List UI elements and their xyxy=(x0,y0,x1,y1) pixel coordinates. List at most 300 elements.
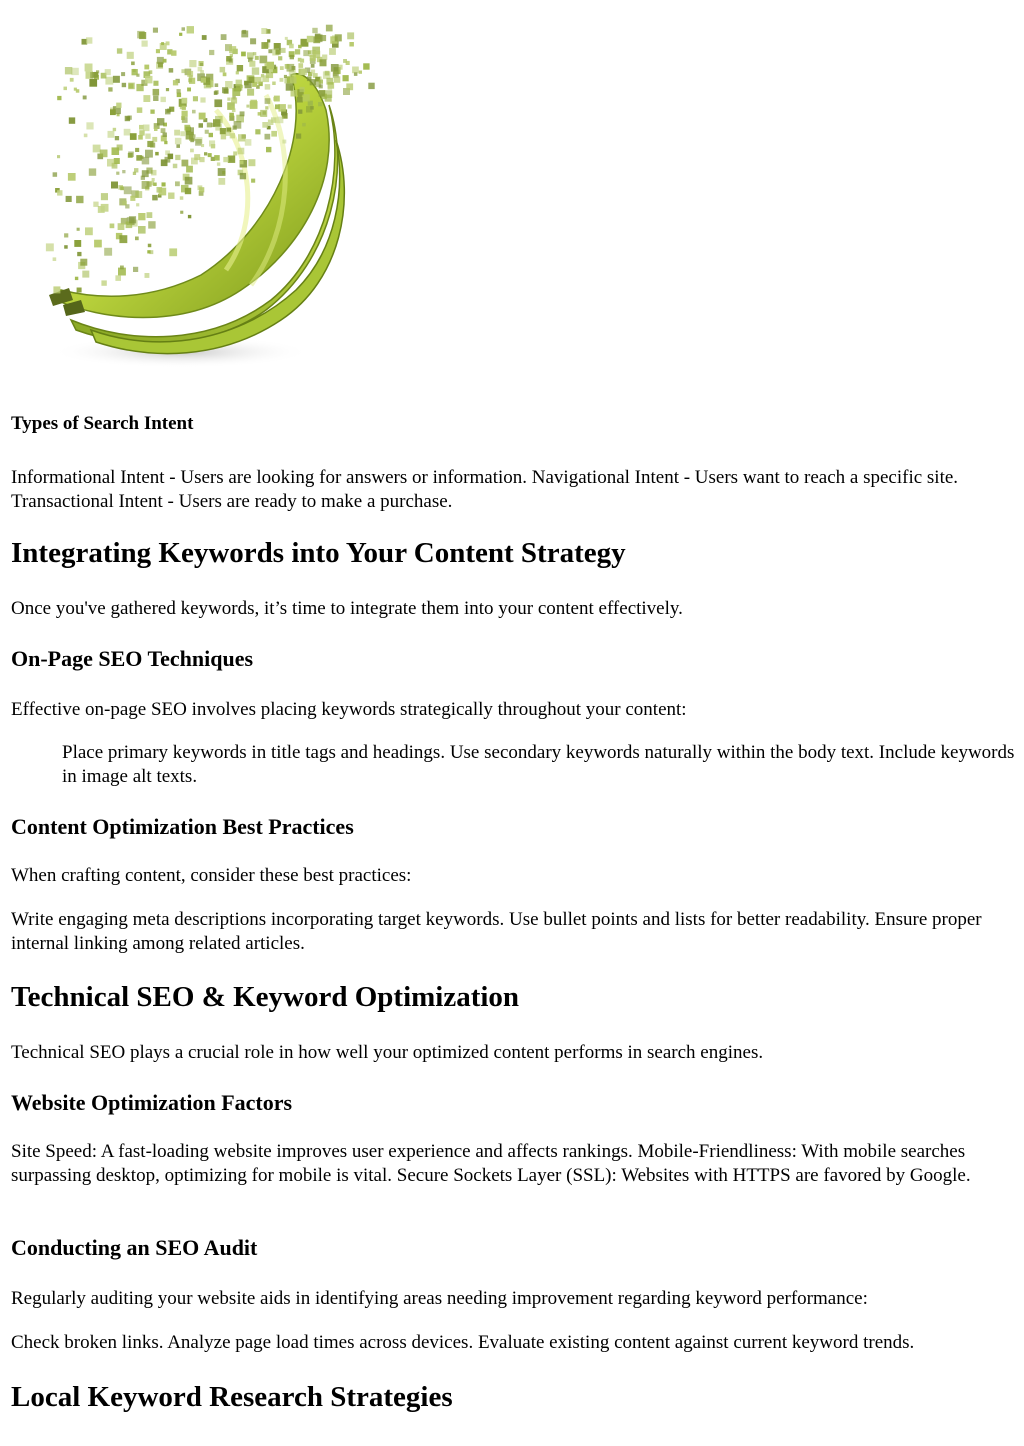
integrating-keywords-paragraph: Once you've gathered keywords, it’s time to integrate them into your content effectively. xyxy=(11,598,683,619)
pixel-fragment xyxy=(245,139,252,146)
pixel-fragment xyxy=(221,134,226,139)
pixel-fragment xyxy=(163,133,167,137)
pixel-fragment xyxy=(275,43,280,48)
pixel-fragment xyxy=(118,185,123,190)
pixel-fragment xyxy=(268,49,272,53)
types-of-search-intent-paragraph: Informational Intent - Users are looking for answers or information. Navigational Intent - Users want to reach a specific site. Transactional Intent - Users are ready to make a purchase. xyxy=(11,467,959,512)
pixel-fragment xyxy=(98,206,105,213)
pixel-fragment xyxy=(310,106,314,110)
pixel-fragment xyxy=(85,64,93,72)
pixel-fragment xyxy=(187,88,191,92)
pixel-fragment xyxy=(94,240,102,248)
pixel-fragment xyxy=(161,159,168,166)
pixel-fragment xyxy=(302,123,306,127)
pixel-fragment xyxy=(118,223,125,230)
pixel-fragment xyxy=(278,56,282,60)
pixel-fragment xyxy=(319,80,323,84)
pixel-fragment xyxy=(68,173,76,181)
pixel-fragment xyxy=(142,41,148,47)
pixel-fragment xyxy=(204,152,207,155)
pixel-fragment xyxy=(150,110,154,114)
pixel-fragment xyxy=(143,95,150,102)
pixel-fragment xyxy=(90,72,96,78)
pixel-fragment xyxy=(138,226,146,234)
pixel-fragment xyxy=(122,201,127,206)
pixel-fragment xyxy=(223,73,227,77)
pixel-fragment xyxy=(288,105,292,109)
pixel-fragment xyxy=(128,116,132,120)
pixel-fragment xyxy=(153,183,157,187)
pixel-fragment xyxy=(189,60,196,67)
pixel-fragment xyxy=(320,59,327,66)
pixel-fragment xyxy=(115,275,121,281)
pixel-fragment xyxy=(281,48,286,53)
pixel-fragment xyxy=(64,245,68,249)
pixel-fragment xyxy=(280,66,284,70)
pixel-fragment xyxy=(202,35,207,40)
pixel-fragment xyxy=(195,139,202,146)
pixel-fragment xyxy=(116,172,119,175)
pixel-fragment xyxy=(217,162,220,165)
pixel-fragment xyxy=(175,138,182,145)
pixel-fragment xyxy=(189,134,196,141)
pixel-fragment xyxy=(201,78,206,83)
pixel-fragment xyxy=(276,49,281,54)
pixel-fragment xyxy=(76,89,80,93)
pixel-fragment xyxy=(326,25,333,32)
pixel-fragment xyxy=(132,69,138,75)
pixel-fragment xyxy=(162,182,166,186)
pixel-fragment xyxy=(139,125,144,130)
pixel-fragment xyxy=(254,77,261,84)
pixel-fragment xyxy=(354,72,358,76)
pixel-fragment xyxy=(329,48,336,55)
pixel-fragment xyxy=(207,123,212,128)
pixel-fragment xyxy=(261,42,268,49)
pixel-fragment xyxy=(127,52,134,59)
pixel-fragment xyxy=(241,52,246,57)
pixel-fragment xyxy=(124,186,132,194)
pixel-fragment xyxy=(237,65,243,71)
pixel-fragment xyxy=(300,69,307,76)
pixel-fragment xyxy=(182,27,186,31)
pixel-fragment xyxy=(169,68,174,73)
pixel-fragment xyxy=(133,267,138,272)
pixel-fragment xyxy=(112,147,120,155)
pixel-fragment xyxy=(86,122,93,129)
pixel-fragment xyxy=(265,98,271,104)
pixel-fragment xyxy=(274,96,280,102)
pixel-fragment xyxy=(328,85,333,90)
pixel-fragment xyxy=(130,133,137,140)
pixel-fragment xyxy=(147,250,150,253)
pixel-fragment xyxy=(343,75,349,81)
pixel-fragment xyxy=(234,121,242,129)
pixel-fragment xyxy=(221,34,227,40)
pixel-fragment xyxy=(223,157,228,162)
pixel-fragment xyxy=(137,31,145,39)
pixel-fragment xyxy=(290,55,294,59)
pixel-fragment xyxy=(313,51,320,58)
pixel-fragment xyxy=(65,67,72,74)
pixel-fragment xyxy=(222,171,225,174)
on-page-seo-paragraph: Effective on-page SEO involves placing keywords strategically throughout your content: xyxy=(11,699,687,720)
pixel-fragment xyxy=(122,170,125,173)
pixel-fragment xyxy=(82,271,89,278)
pixel-fragment xyxy=(363,63,369,69)
pixel-fragment xyxy=(130,196,135,201)
pixel-fragment xyxy=(113,128,116,131)
pixel-fragment xyxy=(240,173,246,179)
pixel-fragment xyxy=(120,266,124,270)
pixel-fragment xyxy=(242,30,246,34)
pixel-fragment xyxy=(138,213,145,220)
pixel-fragment xyxy=(248,159,255,166)
pixel-fragment xyxy=(255,56,259,60)
pixel-fragment xyxy=(229,113,234,118)
pixel-fragment xyxy=(335,34,342,41)
pixel-fragment xyxy=(265,134,271,140)
pixel-fragment xyxy=(236,84,242,90)
pixel-fragment xyxy=(262,122,268,128)
pixel-fragment xyxy=(80,259,87,266)
pixel-fragment xyxy=(145,273,150,278)
on-page-seo-quote: Place primary keywords in title tags and headings. Use secondary keywords naturally within the body text. Include keywords in image alt texts. xyxy=(62,742,1015,787)
pixel-fragment xyxy=(101,193,108,200)
pixel-fragment xyxy=(169,248,177,256)
pixel-fragment xyxy=(252,67,259,74)
content-optimization-intro: When crafting content, consider these best practices: xyxy=(11,865,412,886)
pixel-fragment xyxy=(161,42,164,45)
pixel-fragment xyxy=(313,36,320,43)
pixel-fragment xyxy=(159,188,167,196)
pixel-fragment xyxy=(157,118,164,125)
website-optimization-paragraph: Site Speed: A fast-loading website improves user experience and affects rankings. Mobile-Friendliness: With mobile searches surpassing desktop, optimizing for mobile is vital. Secure Sockets Layer (SSL): Websites with HTTPS are favored by Google. xyxy=(11,1141,971,1186)
pixel-fragment xyxy=(215,83,219,87)
pixel-fragment xyxy=(135,191,142,198)
pixel-fragment xyxy=(175,181,180,186)
pixel-fragment xyxy=(113,76,120,83)
pixel-fragment xyxy=(200,97,205,102)
pixel-fragment xyxy=(201,144,204,147)
pixel-fragment xyxy=(179,33,182,36)
pixel-fragment xyxy=(260,110,267,117)
pixel-fragment xyxy=(200,63,203,66)
pixel-fragment xyxy=(138,135,143,140)
pixel-fragment xyxy=(359,71,362,74)
pixel-fragment xyxy=(346,83,353,90)
pixel-fragment xyxy=(275,104,280,109)
pixel-fragment xyxy=(144,65,149,70)
pixel-fragment xyxy=(247,89,254,96)
pixel-fragment xyxy=(205,130,209,134)
pixel-fragment xyxy=(300,59,304,63)
pixel-fragment xyxy=(180,196,184,200)
pixel-fragment xyxy=(319,84,323,88)
pixel-fragment xyxy=(185,188,191,194)
pixel-fragment xyxy=(188,79,192,83)
pixel-fragment xyxy=(141,176,145,180)
pixel-fragment xyxy=(240,111,245,116)
pixel-fragment xyxy=(240,160,244,164)
pixel-fragment xyxy=(148,221,155,228)
pixel-fragment xyxy=(218,178,225,185)
pixel-fragment xyxy=(76,196,83,203)
pixel-fragment xyxy=(70,78,74,82)
pixel-fragment xyxy=(230,54,233,57)
pixel-fragment xyxy=(228,156,235,163)
pixel-fragment xyxy=(267,39,270,42)
pixel-fragment xyxy=(111,182,118,189)
pixel-fragment xyxy=(152,195,158,201)
pixel-fragment xyxy=(147,212,153,218)
pixel-fragment xyxy=(86,37,92,43)
pixel-fragment xyxy=(185,177,193,185)
pixel-fragment xyxy=(300,87,305,92)
pixel-fragment xyxy=(285,37,288,40)
pixel-fragment xyxy=(182,111,188,117)
pixel-fragment xyxy=(156,49,160,53)
pixel-fragment xyxy=(267,62,275,69)
pixel-fragment xyxy=(167,109,171,113)
pixel-fragment xyxy=(298,110,302,114)
website-optimization-heading: Website Optimization Factors xyxy=(11,1090,293,1115)
pixel-fragment xyxy=(213,119,221,127)
pixel-fragment xyxy=(145,150,153,158)
integrating-keywords-heading: Integrating Keywords into Your Content Strategy xyxy=(11,537,626,569)
pixel-fragment xyxy=(140,156,143,159)
pixel-fragment xyxy=(214,91,218,95)
pixel-fragment xyxy=(83,96,87,100)
pixel-fragment xyxy=(69,117,75,123)
pixel-fragment xyxy=(77,252,81,256)
pixel-fragment xyxy=(187,26,194,33)
pixel-fragment xyxy=(184,125,190,131)
pixel-fragment xyxy=(153,28,158,33)
pixel-fragment xyxy=(131,62,135,66)
pixel-fragment xyxy=(182,160,189,167)
content-optimization-paragraph: Write engaging meta descriptions incorporating target keywords. Use bullet points and lists for better readability. Ensure proper internal linking among related articles. xyxy=(11,909,982,954)
pixel-fragment xyxy=(265,106,268,109)
pixel-fragment xyxy=(319,90,326,97)
pixel-fragment xyxy=(326,78,333,85)
pixel-fragment xyxy=(277,117,284,124)
pixel-fragment xyxy=(85,227,93,235)
pixel-fragment xyxy=(77,228,80,231)
technical-seo-heading: Technical SEO & Keyword Optimization xyxy=(11,981,520,1013)
pixel-fragment xyxy=(311,70,315,74)
pixel-fragment xyxy=(325,71,330,76)
pixel-fragment xyxy=(145,76,153,84)
pixel-fragment xyxy=(226,131,231,136)
pixel-fragment xyxy=(214,99,222,107)
on-page-seo-heading: On-Page SEO Techniques xyxy=(11,646,254,671)
pixel-fragment xyxy=(57,155,60,158)
pixel-fragment xyxy=(188,215,191,218)
pixel-fragment xyxy=(231,98,237,104)
pixel-fragment xyxy=(155,152,159,156)
pixel-fragment xyxy=(100,150,108,158)
pixel-fragment xyxy=(220,67,226,73)
pixel-fragment xyxy=(148,244,152,248)
pixel-fragment xyxy=(114,158,120,164)
pixel-fragment xyxy=(286,83,293,90)
seo-audit-intro: Regularly auditing your website aids in identifying areas needing improvement regarding keyword performance: xyxy=(11,1288,868,1309)
pixel-fragment xyxy=(124,129,131,136)
pixel-fragment xyxy=(331,64,339,72)
pixel-fragment xyxy=(152,178,155,181)
pixel-fragment xyxy=(261,28,267,34)
pixel-fragment xyxy=(255,129,260,134)
pixel-fragment xyxy=(250,100,257,107)
pixel-fragment xyxy=(168,193,174,199)
pixel-fragment xyxy=(209,50,214,55)
pixel-fragment xyxy=(296,134,301,139)
pixel-fragment xyxy=(193,96,198,101)
pixel-fragment xyxy=(272,82,276,86)
pixel-fragment xyxy=(214,155,220,161)
pixel-fragment xyxy=(173,164,178,169)
pixel-fragment xyxy=(349,42,354,47)
pixel-fragment xyxy=(154,128,158,132)
pixel-fragment xyxy=(101,280,106,285)
pixel-fragment xyxy=(249,61,255,67)
pixel-fragment xyxy=(174,130,180,136)
pixel-fragment xyxy=(135,148,139,152)
pixel-fragment xyxy=(187,71,193,77)
pixel-fragment xyxy=(191,158,198,165)
pixel-fragment xyxy=(199,123,204,128)
pixel-fragment xyxy=(158,63,163,68)
pixel-fragment xyxy=(89,168,96,175)
pixel-fragment xyxy=(128,83,135,90)
content-optimization-heading: Content Optimization Best Practices xyxy=(11,814,354,839)
pixel-fragment xyxy=(291,90,298,97)
pixel-fragment xyxy=(93,202,98,207)
pixel-fragment xyxy=(180,211,183,214)
pixel-fragment xyxy=(268,120,274,126)
types-of-search-intent-heading: Types of Search Intent xyxy=(11,413,194,434)
pixel-fragment xyxy=(75,277,78,280)
pixel-fragment xyxy=(74,240,81,247)
pixel-fragment xyxy=(105,69,111,75)
pixel-fragment xyxy=(245,81,252,88)
pixel-fragment xyxy=(222,87,228,93)
pixel-fragment xyxy=(346,61,350,65)
pixel-fragment xyxy=(134,168,138,172)
pixel-fragment xyxy=(284,75,287,78)
pixelated-banana-image xyxy=(11,0,401,390)
pixel-fragment xyxy=(198,67,203,72)
pixel-fragment xyxy=(312,28,317,33)
pixel-fragment xyxy=(175,155,180,160)
pixel-fragment xyxy=(266,147,271,152)
pixel-fragment xyxy=(153,89,160,96)
pixel-fragment xyxy=(220,128,226,134)
pixel-fragment xyxy=(173,80,178,85)
pixel-fragment xyxy=(46,243,54,251)
pixel-fragment xyxy=(136,203,139,206)
pixel-fragment xyxy=(53,257,57,261)
pixel-fragment xyxy=(145,134,150,139)
pixel-fragment xyxy=(137,107,143,113)
pixel-fragment xyxy=(180,131,185,136)
pixel-fragment xyxy=(84,134,88,138)
pixel-fragment xyxy=(298,63,303,68)
pixel-fragment xyxy=(176,144,180,148)
pixel-fragment xyxy=(166,88,169,91)
pixel-fragment xyxy=(153,96,158,101)
pixel-fragment xyxy=(290,77,297,84)
pixel-fragment xyxy=(122,83,126,87)
seo-audit-heading: Conducting an SEO Audit xyxy=(11,1235,258,1260)
pixel-fragment xyxy=(177,93,181,97)
pixel-fragment xyxy=(208,153,212,157)
pixel-fragment xyxy=(229,46,236,53)
pixel-fragment xyxy=(128,152,134,158)
pixel-fragment xyxy=(177,89,181,93)
pixel-fragment xyxy=(233,151,237,155)
pixel-fragment xyxy=(143,125,150,132)
article xyxy=(11,0,1015,1413)
pixel-fragment xyxy=(57,190,62,195)
pixel-fragment xyxy=(289,44,294,49)
pixel-fragment xyxy=(199,187,204,192)
pixel-fragment xyxy=(119,235,127,243)
pixel-fragment xyxy=(322,55,327,60)
pixel-fragment xyxy=(231,106,235,110)
pixel-fragment xyxy=(310,79,316,85)
pixel-fragment xyxy=(192,110,196,114)
pixel-fragment xyxy=(284,77,290,83)
pixel-fragment xyxy=(265,84,271,90)
pixel-fragment xyxy=(325,95,332,102)
pixel-fragment xyxy=(77,288,82,293)
pixel-fragment xyxy=(121,72,125,76)
pixel-fragment xyxy=(250,38,256,44)
pixel-fragment xyxy=(297,97,303,103)
pixel-fragment xyxy=(161,97,166,102)
pixel-fragment xyxy=(147,141,153,147)
pixel-fragment xyxy=(271,131,277,137)
pixel-fragment xyxy=(347,32,354,39)
pixel-fragment xyxy=(161,128,166,133)
pixel-fragment xyxy=(230,133,235,138)
local-keyword-research-heading: Local Keyword Research Strategies xyxy=(11,1381,453,1413)
pixel-fragment xyxy=(171,50,176,55)
pixel-fragment xyxy=(295,49,300,54)
pixel-fragment xyxy=(199,113,206,120)
pixel-fragment xyxy=(108,131,115,138)
pixel-fragment xyxy=(303,50,309,56)
pixel-fragment xyxy=(53,286,60,293)
pixel-fragment xyxy=(72,68,79,75)
pixel-fragment xyxy=(368,83,374,89)
pixel-fragment xyxy=(182,98,188,104)
seo-audit-paragraph: Check broken links. Analyze page load times across devices. Evaluate existing content against current keyword trends. xyxy=(11,1332,915,1353)
pixel-fragment xyxy=(115,136,119,140)
pixel-fragment xyxy=(238,134,245,141)
pixel-fragment xyxy=(251,179,255,183)
pixel-fragment xyxy=(53,172,58,177)
pixel-fragment xyxy=(280,78,284,82)
pixel-fragment xyxy=(153,81,158,86)
pixel-fragment xyxy=(282,140,286,144)
pixel-fragment xyxy=(181,116,185,120)
pixel-fragment xyxy=(64,87,68,91)
pixel-fragment xyxy=(104,248,112,256)
pixel-fragment xyxy=(105,77,113,85)
